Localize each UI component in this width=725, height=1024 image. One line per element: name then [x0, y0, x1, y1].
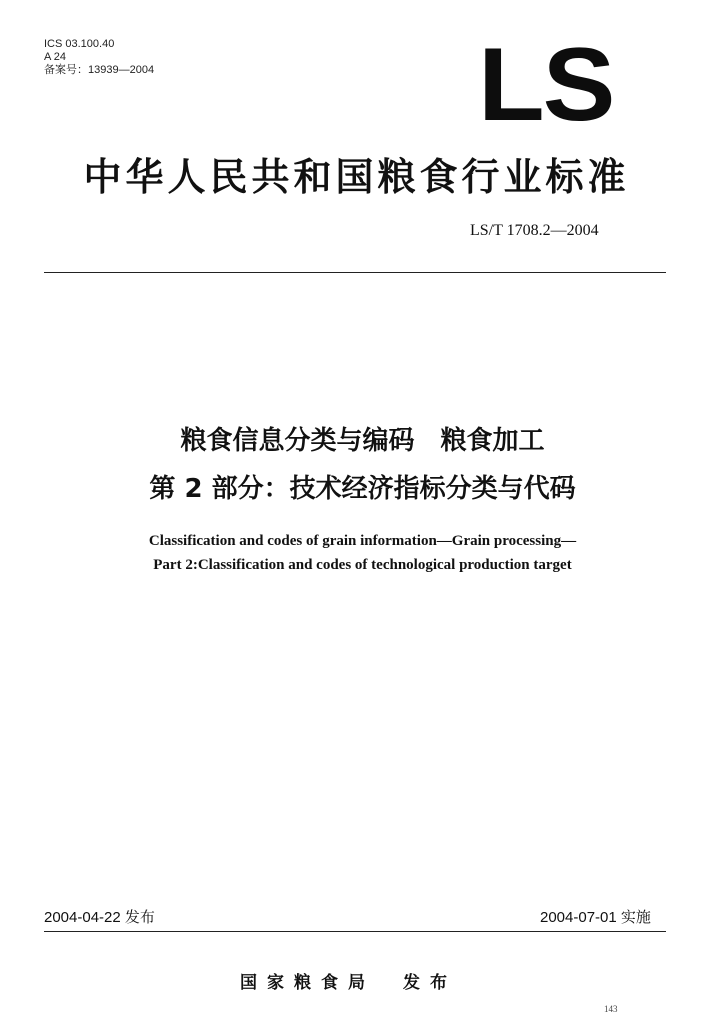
title-chinese-line-1: 粮食信息分类与编码 粮食加工 — [180, 426, 545, 456]
implementation-date: 2004-07-01 实施 — [540, 909, 651, 926]
title-english-line-1: Classification and codes of grain information—Grain processing— — [148, 533, 577, 549]
ls-logo: LS — [478, 27, 614, 143]
issuing-body-title: 中华人民共和国粮食行业标准 — [83, 155, 630, 199]
footer-divider — [44, 931, 666, 932]
ics-code: ICS 03.100.40 — [44, 38, 115, 50]
title-english-line-2: Part 2:Classification and codes of technological production target — [153, 557, 572, 573]
issuer-action: 发布 — [403, 973, 457, 993]
class-code: A 24 — [44, 51, 67, 63]
issue-date: 2004-04-22 发布 — [44, 909, 155, 926]
title-chinese-line-2: 第 2 部分：技术经济指标分类与代码 — [149, 474, 576, 504]
issuer-name: 国家粮食局 — [240, 973, 375, 993]
header-divider — [44, 272, 666, 273]
page-number: 143 — [604, 1004, 618, 1014]
standard-number: LS/T 1708.2—2004 — [470, 222, 599, 239]
record-number: 备案号：13939—2004 — [44, 64, 155, 76]
issuer — [240, 968, 457, 993]
document-metadata — [44, 38, 154, 77]
